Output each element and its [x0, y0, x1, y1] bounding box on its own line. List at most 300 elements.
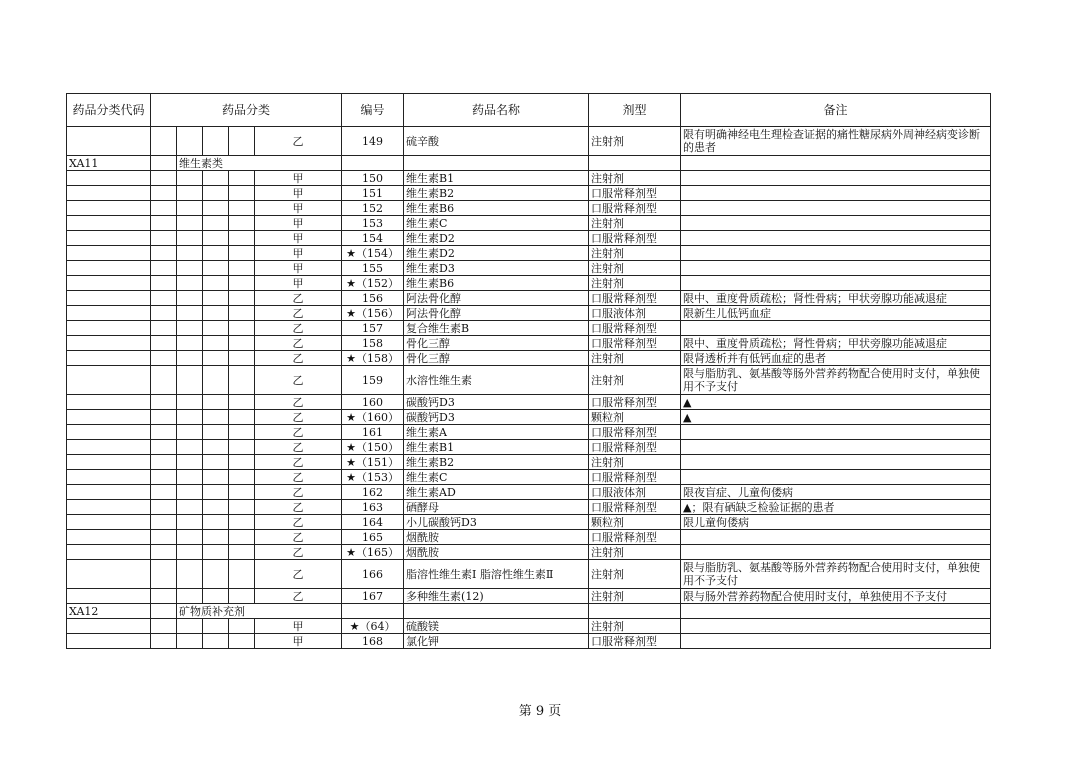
indent-cell — [151, 127, 177, 156]
drug-name-cell: 维生素B6 — [404, 276, 589, 291]
indent-cell — [177, 589, 203, 604]
number-cell — [342, 156, 404, 171]
code-cell — [67, 425, 151, 440]
level-cell: 甲 — [255, 171, 342, 186]
indent-cell — [203, 619, 229, 634]
indent-cell — [203, 171, 229, 186]
code-cell — [67, 619, 151, 634]
table-body — [67, 127, 991, 649]
code-cell — [67, 306, 151, 321]
note-cell: 限中、重度骨质疏松；肾性骨病；甲状旁腺功能减退症 — [681, 336, 991, 351]
form-cell — [589, 604, 681, 619]
table-row — [67, 231, 991, 246]
drug-name-cell: 维生素AD — [404, 485, 589, 500]
indent-cell — [229, 127, 255, 156]
level-cell: 乙 — [255, 530, 342, 545]
indent-cell — [151, 634, 177, 649]
indent-cell — [151, 560, 177, 589]
drug-name-cell: 阿法骨化醇 — [404, 291, 589, 306]
code-cell — [67, 186, 151, 201]
dosage-form-cell: 注射剂 — [589, 171, 681, 186]
indent-cell — [151, 306, 177, 321]
number-cell: 165 — [342, 530, 404, 545]
indent-cell — [151, 425, 177, 440]
code-cell — [67, 589, 151, 604]
table-row — [67, 306, 991, 321]
indent-cell — [203, 276, 229, 291]
indent-cell — [177, 500, 203, 515]
indent-cell — [229, 261, 255, 276]
dosage-form-cell: 口服液体剂 — [589, 485, 681, 500]
number-cell: ★（151） — [342, 455, 404, 470]
table-row — [67, 485, 991, 500]
drug-name-cell: 骨化三醇 — [404, 351, 589, 366]
name-cell — [404, 156, 589, 171]
number-cell: 155 — [342, 261, 404, 276]
number-cell: ★（158） — [342, 351, 404, 366]
drug-name-cell: 维生素B1 — [404, 171, 589, 186]
indent-cell — [151, 530, 177, 545]
table-row — [67, 321, 991, 336]
indent-cell — [177, 455, 203, 470]
table-row — [67, 395, 991, 410]
table-row — [67, 336, 991, 351]
indent-cell — [177, 186, 203, 201]
dosage-form-cell: 注射剂 — [589, 619, 681, 634]
category-row — [67, 156, 991, 171]
number-cell: ★（150） — [342, 440, 404, 455]
note-cell: ▲ — [681, 395, 991, 410]
dosage-form-cell: 口服常释剂型 — [589, 634, 681, 649]
indent-cell — [151, 276, 177, 291]
indent-cell — [229, 425, 255, 440]
level-cell: 甲 — [255, 634, 342, 649]
indent-cell — [151, 216, 177, 231]
indent-cell — [203, 127, 229, 156]
note-cell: 限中、重度骨质疏松；肾性骨病；甲状旁腺功能减退症 — [681, 291, 991, 306]
indent-cell — [177, 351, 203, 366]
drug-name-cell: 维生素B2 — [404, 455, 589, 470]
indent-cell — [151, 440, 177, 455]
indent-cell — [229, 500, 255, 515]
category-row — [67, 604, 991, 619]
indent-cell — [151, 246, 177, 261]
dosage-form-cell: 口服常释剂型 — [589, 201, 681, 216]
indent-cell — [177, 545, 203, 560]
level-cell: 乙 — [255, 500, 342, 515]
indent-cell — [229, 351, 255, 366]
dosage-form-cell: 口服常释剂型 — [589, 291, 681, 306]
code-cell — [67, 216, 151, 231]
indent-cell — [151, 171, 177, 186]
indent-cell — [177, 634, 203, 649]
code-cell — [67, 291, 151, 306]
code-cell — [67, 127, 151, 156]
note-cell — [681, 276, 991, 291]
level-cell: 甲 — [255, 619, 342, 634]
table-row — [67, 634, 991, 649]
indent-cell — [229, 201, 255, 216]
indent-cell — [229, 395, 255, 410]
indent-cell — [177, 395, 203, 410]
indent-cell — [203, 395, 229, 410]
drug-name-cell: 碳酸钙D3 — [404, 395, 589, 410]
dosage-form-cell: 注射剂 — [589, 560, 681, 589]
note-cell: ▲；限有硒缺乏检验证据的患者 — [681, 500, 991, 515]
code-cell — [67, 351, 151, 366]
indent-cell — [229, 186, 255, 201]
indent-cell — [203, 560, 229, 589]
dosage-form-cell: 口服常释剂型 — [589, 530, 681, 545]
indent-cell — [229, 485, 255, 500]
drug-name-cell: 维生素A — [404, 425, 589, 440]
drug-name-cell: 硫辛酸 — [404, 127, 589, 156]
indent-cell — [229, 336, 255, 351]
number-cell: 154 — [342, 231, 404, 246]
table-row — [67, 545, 991, 560]
header-category: 药品分类 — [151, 94, 342, 127]
code-cell — [67, 231, 151, 246]
drug-name-cell: 维生素D3 — [404, 261, 589, 276]
number-cell: ★（154） — [342, 246, 404, 261]
indent-cell — [177, 216, 203, 231]
level-cell: 甲 — [255, 231, 342, 246]
table-row — [67, 530, 991, 545]
note-cell: ▲ — [681, 410, 991, 425]
dosage-form-cell: 注射剂 — [589, 366, 681, 395]
indent-cell — [177, 246, 203, 261]
indent-cell — [177, 410, 203, 425]
dosage-form-cell: 口服常释剂型 — [589, 470, 681, 485]
dosage-form-cell: 注射剂 — [589, 261, 681, 276]
dosage-form-cell: 注射剂 — [589, 351, 681, 366]
indent-cell — [151, 545, 177, 560]
code-cell — [67, 500, 151, 515]
number-cell: ★（165） — [342, 545, 404, 560]
indent-cell — [229, 470, 255, 485]
drug-name-cell: 碳酸钙D3 — [404, 410, 589, 425]
indent-cell — [229, 560, 255, 589]
note-cell — [681, 231, 991, 246]
level-cell: 乙 — [255, 336, 342, 351]
name-cell — [404, 604, 589, 619]
indent-cell — [177, 261, 203, 276]
dosage-form-cell: 口服液体剂 — [589, 306, 681, 321]
code-cell — [67, 261, 151, 276]
level-cell: 甲 — [255, 246, 342, 261]
number-cell: 160 — [342, 395, 404, 410]
dosage-form-cell: 注射剂 — [589, 589, 681, 604]
indent-cell — [203, 216, 229, 231]
level-cell: 乙 — [255, 306, 342, 321]
level-cell: 乙 — [255, 291, 342, 306]
header-code: 药品分类代码 — [67, 94, 151, 127]
level-cell: 乙 — [255, 410, 342, 425]
indent-cell — [229, 321, 255, 336]
level-cell: 甲 — [255, 276, 342, 291]
indent-cell — [177, 560, 203, 589]
indent-cell — [229, 410, 255, 425]
code-cell — [67, 336, 151, 351]
table-row — [67, 246, 991, 261]
category-indent — [151, 156, 177, 171]
table-header-row — [67, 94, 991, 127]
indent-cell — [151, 336, 177, 351]
number-cell: ★（160） — [342, 410, 404, 425]
note-cell — [681, 261, 991, 276]
indent-cell — [229, 545, 255, 560]
level-cell: 乙 — [255, 589, 342, 604]
dosage-form-cell: 口服常释剂型 — [589, 231, 681, 246]
code-cell — [67, 560, 151, 589]
drug-name-cell: 烟酰胺 — [404, 530, 589, 545]
note-cell — [681, 440, 991, 455]
indent-cell — [177, 306, 203, 321]
code-cell — [67, 634, 151, 649]
table-row — [67, 619, 991, 634]
drug-name-cell: 阿法骨化醇 — [404, 306, 589, 321]
indent-cell — [177, 291, 203, 306]
category-indent — [151, 604, 177, 619]
table-row — [67, 500, 991, 515]
note-cell: 限与肠外营养药物配合使用时支付，单独使用不予支付 — [681, 589, 991, 604]
number-cell: 167 — [342, 589, 404, 604]
table-row — [67, 410, 991, 425]
indent-cell — [177, 201, 203, 216]
indent-cell — [177, 619, 203, 634]
table-row — [67, 291, 991, 306]
indent-cell — [229, 440, 255, 455]
indent-cell — [203, 470, 229, 485]
dosage-form-cell: 注射剂 — [589, 545, 681, 560]
note-cell — [681, 425, 991, 440]
level-cell: 乙 — [255, 425, 342, 440]
indent-cell — [151, 470, 177, 485]
number-cell: 156 — [342, 291, 404, 306]
number-cell: 153 — [342, 216, 404, 231]
level-cell: 乙 — [255, 485, 342, 500]
code-cell — [67, 515, 151, 530]
note-cell — [681, 171, 991, 186]
number-cell: ★（153） — [342, 470, 404, 485]
code-cell — [67, 530, 151, 545]
level-cell: 乙 — [255, 127, 342, 156]
dosage-form-cell: 注射剂 — [589, 216, 681, 231]
indent-cell — [177, 530, 203, 545]
indent-cell — [151, 589, 177, 604]
note-cell — [681, 455, 991, 470]
indent-cell — [203, 231, 229, 246]
number-cell: 166 — [342, 560, 404, 589]
dosage-form-cell: 颗粒剂 — [589, 410, 681, 425]
indent-cell — [229, 291, 255, 306]
drug-table — [66, 93, 991, 649]
indent-cell — [203, 201, 229, 216]
indent-cell — [229, 515, 255, 530]
category-code: XA12 — [67, 604, 151, 619]
indent-cell — [177, 425, 203, 440]
indent-cell — [229, 231, 255, 246]
dosage-form-cell: 口服常释剂型 — [589, 186, 681, 201]
number-cell: 158 — [342, 336, 404, 351]
drug-name-cell: 氯化钾 — [404, 634, 589, 649]
dosage-form-cell: 注射剂 — [589, 127, 681, 156]
indent-cell — [151, 291, 177, 306]
header-name: 药品名称 — [404, 94, 589, 127]
table-row — [67, 515, 991, 530]
indent-cell — [177, 366, 203, 395]
indent-cell — [177, 336, 203, 351]
number-cell: 150 — [342, 171, 404, 186]
drug-name-cell: 硫酸镁 — [404, 619, 589, 634]
level-cell: 甲 — [255, 216, 342, 231]
indent-cell — [229, 306, 255, 321]
note-cell — [681, 530, 991, 545]
table-row — [67, 216, 991, 231]
note-cell — [681, 321, 991, 336]
drug-name-cell: 维生素B1 — [404, 440, 589, 455]
level-cell: 乙 — [255, 351, 342, 366]
indent-cell — [151, 500, 177, 515]
drug-name-cell: 骨化三醇 — [404, 336, 589, 351]
code-cell — [67, 321, 151, 336]
indent-cell — [229, 589, 255, 604]
drug-name-cell: 维生素C — [404, 216, 589, 231]
table-row — [67, 351, 991, 366]
dosage-form-cell: 口服常释剂型 — [589, 336, 681, 351]
dosage-form-cell: 注射剂 — [589, 246, 681, 261]
level-cell: 乙 — [255, 470, 342, 485]
code-cell — [67, 171, 151, 186]
indent-cell — [229, 246, 255, 261]
indent-cell — [151, 261, 177, 276]
drug-name-cell: 水溶性维生素 — [404, 366, 589, 395]
number-cell: 159 — [342, 366, 404, 395]
indent-cell — [229, 455, 255, 470]
code-cell — [67, 395, 151, 410]
code-cell — [67, 276, 151, 291]
note-cell — [681, 604, 991, 619]
level-cell: 乙 — [255, 440, 342, 455]
level-cell: 乙 — [255, 560, 342, 589]
code-cell — [67, 366, 151, 395]
level-cell: 甲 — [255, 261, 342, 276]
dosage-form-cell: 口服常释剂型 — [589, 425, 681, 440]
indent-cell — [229, 171, 255, 186]
table-row — [67, 127, 991, 156]
header-note: 备注 — [681, 94, 991, 127]
indent-cell — [203, 589, 229, 604]
table-row — [67, 261, 991, 276]
note-cell: 限与脂肪乳、氨基酸等肠外营养药物配合使用时支付，单独使用不予支付 — [681, 560, 991, 589]
note-cell — [681, 186, 991, 201]
code-cell — [67, 201, 151, 216]
indent-cell — [151, 485, 177, 500]
table-row — [67, 589, 991, 604]
code-cell — [67, 410, 151, 425]
indent-cell — [229, 276, 255, 291]
indent-cell — [151, 231, 177, 246]
dosage-form-cell: 注射剂 — [589, 276, 681, 291]
indent-cell — [203, 530, 229, 545]
indent-cell — [203, 425, 229, 440]
drug-name-cell: 维生素D2 — [404, 246, 589, 261]
drug-name-cell: 多种维生素(12) — [404, 589, 589, 604]
indent-cell — [203, 321, 229, 336]
indent-cell — [177, 171, 203, 186]
number-cell: 161 — [342, 425, 404, 440]
note-cell — [681, 216, 991, 231]
number-cell: 157 — [342, 321, 404, 336]
drug-name-cell: 脂溶性维生素Ⅰ 脂溶性维生素Ⅱ — [404, 560, 589, 589]
level-cell: 乙 — [255, 366, 342, 395]
code-cell — [67, 470, 151, 485]
indent-cell — [203, 351, 229, 366]
indent-cell — [151, 186, 177, 201]
indent-cell — [203, 291, 229, 306]
note-cell: 限夜盲症、儿童佝偻病 — [681, 485, 991, 500]
note-cell: 限与脂肪乳、氨基酸等肠外营养药物配合使用时支付，单独使用不予支付 — [681, 366, 991, 395]
indent-cell — [229, 366, 255, 395]
indent-cell — [203, 410, 229, 425]
level-cell: 乙 — [255, 545, 342, 560]
table-row — [67, 276, 991, 291]
level-cell: 乙 — [255, 321, 342, 336]
note-cell — [681, 246, 991, 261]
indent-cell — [151, 455, 177, 470]
level-cell: 甲 — [255, 201, 342, 216]
indent-cell — [203, 455, 229, 470]
code-cell — [67, 485, 151, 500]
drug-name-cell: 维生素C — [404, 470, 589, 485]
number-cell: 162 — [342, 485, 404, 500]
table-row — [67, 455, 991, 470]
level-cell: 乙 — [255, 515, 342, 530]
dosage-form-cell: 颗粒剂 — [589, 515, 681, 530]
indent-cell — [177, 470, 203, 485]
drug-name-cell: 复合维生素B — [404, 321, 589, 336]
category-code: XA11 — [67, 156, 151, 171]
indent-cell — [151, 351, 177, 366]
code-cell — [67, 246, 151, 261]
indent-cell — [151, 410, 177, 425]
indent-cell — [177, 231, 203, 246]
number-cell: 164 — [342, 515, 404, 530]
header-form: 剂型 — [589, 94, 681, 127]
table-row — [67, 470, 991, 485]
table-row — [67, 171, 991, 186]
number-cell: 163 — [342, 500, 404, 515]
note-cell — [681, 619, 991, 634]
code-cell — [67, 455, 151, 470]
indent-cell — [203, 500, 229, 515]
indent-cell — [203, 186, 229, 201]
level-cell: 甲 — [255, 186, 342, 201]
drug-name-cell: 维生素B2 — [404, 186, 589, 201]
indent-cell — [203, 485, 229, 500]
indent-cell — [203, 515, 229, 530]
note-cell — [681, 634, 991, 649]
indent-cell — [151, 201, 177, 216]
note-cell: 限有明确神经电生理检查证据的痛性糖尿病外周神经病变诊断的患者 — [681, 127, 991, 156]
code-cell — [67, 440, 151, 455]
table-row — [67, 186, 991, 201]
indent-cell — [151, 515, 177, 530]
level-cell: 乙 — [255, 455, 342, 470]
indent-cell — [203, 634, 229, 649]
indent-cell — [203, 306, 229, 321]
dosage-form-cell: 口服常释剂型 — [589, 321, 681, 336]
